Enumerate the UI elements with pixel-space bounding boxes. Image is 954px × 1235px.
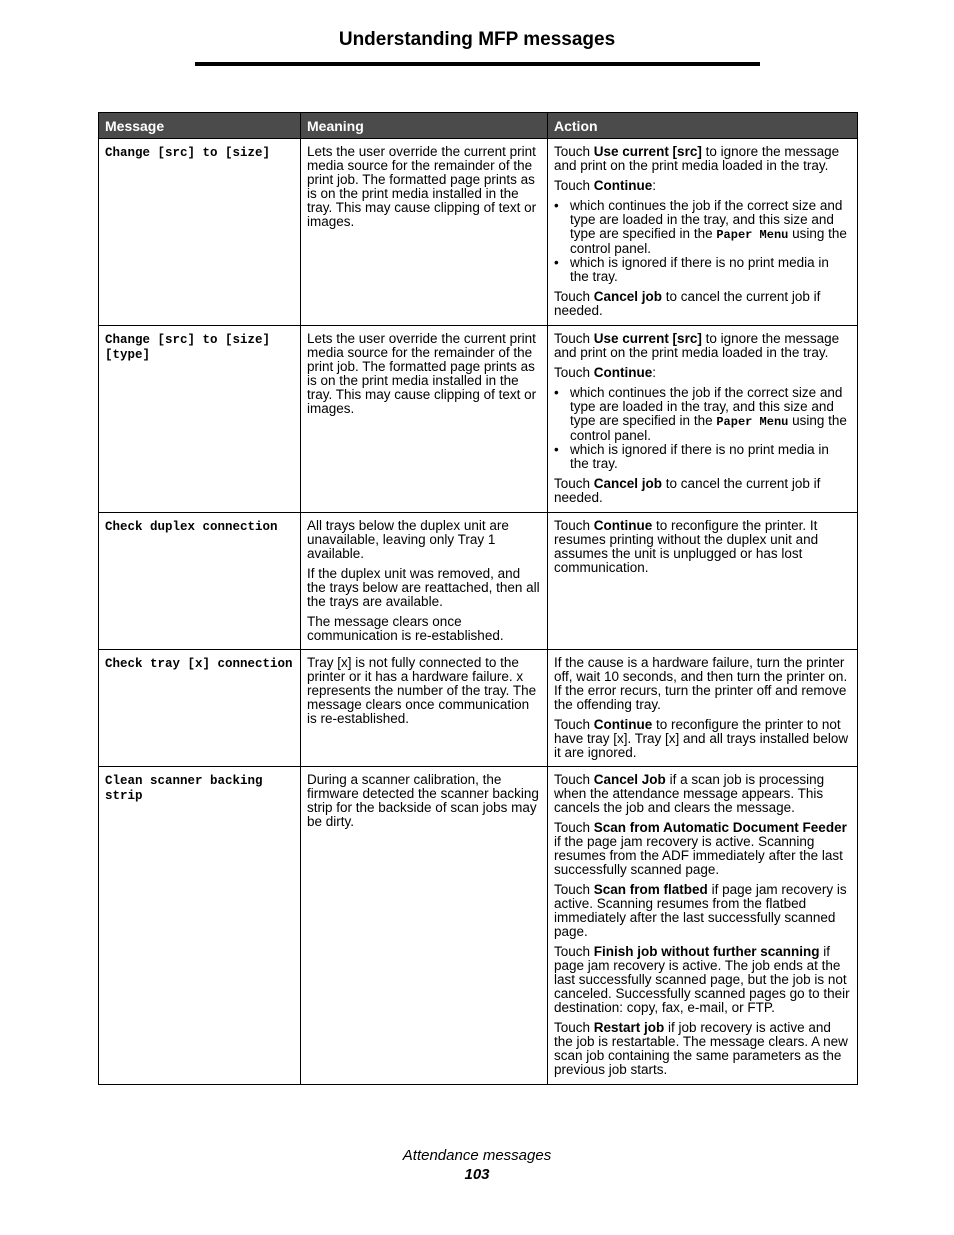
action-paragraph: Touch Scan from Automatic Document Feeder if the page jam recovery is active. Scanning resumes from the ADF immediately after the last successfully scanned page.: [554, 820, 847, 877]
action-paragraph: Touch Scan from flatbed if page jam recovery is active. Scanning resumes from the flatbed immediately after the last successfully scanned page.: [554, 882, 847, 939]
action-paragraph: Touch Cancel job to cancel the current job if needed.: [554, 476, 821, 505]
meaning-cell: [301, 650, 548, 767]
action-paragraph: Touch Cancel Job if a scan job is processing when the attendance message appears. This cancels the job and clears the message.: [554, 772, 825, 815]
action-paragraph: Touch Continue:: [554, 365, 657, 380]
message-code: Check duplex connection: [105, 520, 278, 534]
page-title: Understanding MFP messages: [338, 29, 616, 50]
list-item: • which continues the job if the correct size and type are loaded in the tray, and this size and type are specified in the Paper Menu using the control panel.: [570, 199, 851, 256]
action-cell: [548, 650, 858, 767]
message-cell: [99, 650, 301, 767]
meaning-text: Lets the user override the current print media source for the remainder of the print job. The formatted page prints as is on the print media installed in the tray. This may cause clipping of text or images.: [307, 331, 537, 416]
message-code: Clean scanner backing strip: [105, 774, 263, 803]
action-cell: [548, 326, 858, 513]
column-header-message: Message: [99, 113, 301, 139]
page-footer: [0, 1146, 954, 1184]
message-cell: [99, 767, 301, 1085]
action-cell: [548, 767, 858, 1085]
meaning-text: All trays below the duplex unit are unavailable, leaving only Tray 1 available.: [307, 518, 509, 561]
action-paragraph: Touch Restart job if job recovery is active and the job is restartable. The message clears. A new scan job containing the same parameters as the previous job starts.: [554, 1020, 848, 1077]
action-paragraph: Touch Finish job without further scanning if page jam recovery is active. The job ends at the last successfully scanned page, but the job is not canceled. Successfully scanned pages go to their destination: copy, fax, e-mail, or FTP.: [554, 944, 850, 1015]
table-row: [99, 139, 858, 326]
table-row: [99, 513, 858, 650]
meaning-cell: [301, 767, 548, 1085]
list-item: • which is ignored if there is no print media in the tray.: [570, 443, 851, 471]
action-paragraph: Touch Continue to reconfigure the printer. It resumes printing without the duplex unit and assumes the unit is unplugged or has lost communication.: [554, 518, 819, 575]
messages-table: [98, 112, 858, 1085]
meaning-cell: [301, 139, 548, 326]
message-code: Change [src] to [size] [type]: [105, 333, 271, 362]
table-row: [99, 326, 858, 513]
table-row: [99, 767, 858, 1085]
action-paragraph: Touch Use current [src] to ignore the message and print on the print media loaded in the tray.: [554, 331, 840, 360]
action-cell: [548, 139, 858, 326]
column-header-meaning: Meaning: [301, 113, 548, 139]
meaning-cell: [301, 326, 548, 513]
message-code: Change [src] to [size]: [105, 146, 271, 160]
action-cell: [548, 513, 858, 650]
message-cell: [99, 139, 301, 326]
action-paragraph: Touch Continue:: [554, 178, 657, 193]
meaning-text: Lets the user override the current print media source for the remainder of the print job. The formatted page prints as is on the print media installed in the tray. This may cause clipping of text or images.: [307, 144, 537, 229]
table-row: [99, 650, 858, 767]
meaning-text: The message clears once communication is re-established.: [307, 614, 504, 643]
action-bullet-list: [554, 386, 851, 471]
action-bullet-list: [554, 199, 851, 284]
list-item: • which is ignored if there is no print media in the tray.: [570, 256, 851, 284]
meaning-text: Tray [x] is not fully connected to the printer or it has a hardware failure. x represents the number of the tray. The message clears once communication is re-established.: [307, 655, 537, 726]
action-paragraph: Touch Use current [src] to ignore the message and print on the print media loaded in the tray.: [554, 144, 840, 173]
message-cell: [99, 513, 301, 650]
column-header-action: Action: [548, 113, 858, 139]
meaning-text: If the duplex unit was removed, and the trays below are reattached, then all the trays are available.: [307, 566, 540, 609]
footer-section-title: Attendance messages: [402, 1147, 552, 1164]
list-item: • which continues the job if the correct size and type are loaded in the tray, and this size and type are specified in the Paper Menu using the control panel.: [570, 386, 851, 443]
page-number: 103: [464, 1166, 490, 1183]
action-paragraph: Touch Cancel job to cancel the current job if needed.: [554, 289, 821, 318]
meaning-cell: [301, 513, 548, 650]
message-code: Check tray [x] connection: [105, 657, 293, 671]
meaning-text: During a scanner calibration, the firmware detected the scanner backing strip for the backside of scan jobs may be dirty.: [307, 772, 539, 829]
action-paragraph: If the cause is a hardware failure, turn the printer off, wait 10 seconds, and then turn the printer on. If the error recurs, turn the printer off and remove the offending tray.: [554, 655, 848, 712]
table-header-row: [99, 113, 858, 139]
message-cell: [99, 326, 301, 513]
action-paragraph: Touch Continue to reconfigure the printer to not have tray [x]. Tray [x] and all trays installed below it are ignored.: [554, 717, 849, 760]
header-rule: [195, 62, 760, 66]
